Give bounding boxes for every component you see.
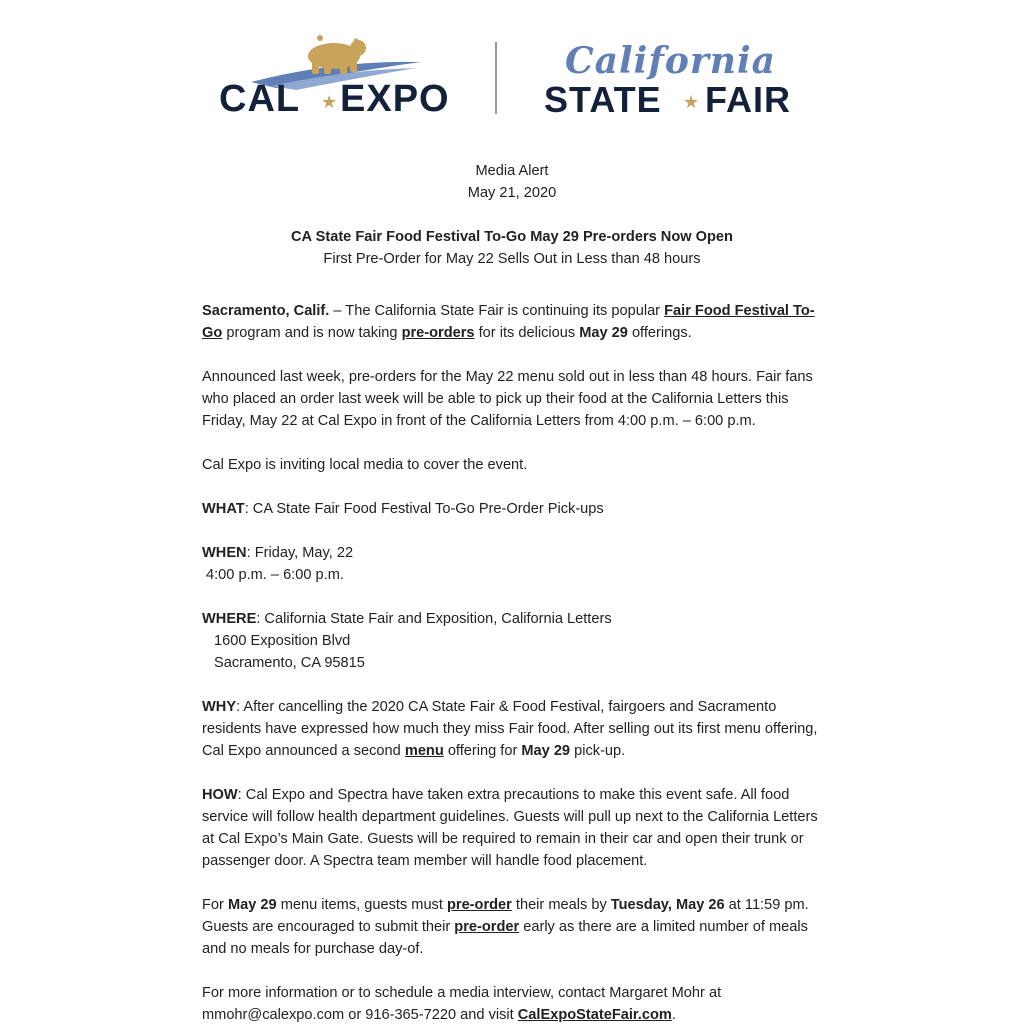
- logo-divider: [495, 42, 497, 114]
- announcement-paragraph: Announced last week, pre-orders for the May 22 menu sold out in less than 48 hours. Fair fans who placed an order last week will be able to pick up their food at the California Letters this Friday, May 22 at Cal Expo in front of the California Letters from 4:00 p.m. – 6:00 p.m.: [202, 369, 813, 429]
- when-line: WHEN: Friday, May, 22: [202, 545, 354, 561]
- star-icon: ★: [321, 92, 338, 112]
- intro-paragraph: Sacramento, Calif. – The California State Fair is continuing its popular Fair Food Festival To-Go program and is now taking pre-orders for its delicious May 29 offerings.: [202, 303, 815, 341]
- fair-food-festival-link[interactable]: Fair Food Festival To-Go: [202, 303, 815, 341]
- where-line: WHERE: California State Fair and Exposition, California Letters: [202, 611, 612, 627]
- alert-type: Media Alert: [475, 163, 549, 179]
- dateline: Sacramento, Calif.: [202, 303, 330, 319]
- headline: CA State Fair Food Festival To-Go May 29 Pre-orders Now Open: [291, 229, 733, 245]
- order-paragraph: For May 29 menu items, guests must pre-order their meals by Tuesday, May 26 at 11:59 pm. Guests are encouraged to submit their pre-order early as there are a limited number of meals and no meals for purchase day-of.: [202, 897, 809, 957]
- star-icon: ★: [683, 92, 700, 112]
- alert-date: May 21, 2020: [467, 185, 557, 201]
- where-city: Sacramento, CA 95815: [214, 655, 365, 671]
- cal-word: CAL: [219, 78, 301, 120]
- pre-order-link-2[interactable]: pre-order: [454, 919, 520, 935]
- website-link[interactable]: CalExpoStateFair.com: [517, 1007, 672, 1023]
- why-paragraph: WHY: After cancelling the 2020 CA State Fair & Food Festival, fairgoers and Sacramento residents have expressed how much they miss Fair food. After selling out its first menu offering, Cal Expo announced a second menu offering for May 29 pick-up.: [202, 699, 818, 759]
- pre-order-link[interactable]: pre-order: [446, 897, 512, 913]
- california-script: California: [565, 40, 776, 82]
- menu-link[interactable]: menu: [404, 743, 444, 759]
- pre-orders-link[interactable]: pre-orders: [401, 325, 475, 341]
- invite-paragraph: Cal Expo is inviting local media to cover the event.: [202, 457, 528, 473]
- state-fair-logo: [540, 42, 810, 122]
- where-address: 1600 Exposition Blvd: [214, 633, 351, 649]
- how-paragraph: HOW: Cal Expo and Spectra have taken extra precautions to make this event safe. All food service will follow health department guidelines. Guests will pull up next to the California Letters at Cal Expo’s Main Gate. Guests will be required to remain in their car and open their trunk or passenger door. A Spectra team member will handle food placement.: [202, 787, 818, 869]
- expo-word: EXPO: [340, 78, 450, 120]
- header-logos: [0, 30, 1024, 125]
- subheadline: First Pre-Order for May 22 Sells Out in Less than 48 hours: [323, 251, 701, 267]
- what-line: WHAT: CA State Fair Food Festival To-Go Pre-Order Pick-ups: [202, 501, 604, 517]
- state-word: STATE: [544, 79, 662, 120]
- when-time: 4:00 p.m. – 6:00 p.m.: [206, 567, 344, 583]
- cal-expo-logo: [216, 30, 451, 120]
- contact-paragraph: For more information or to schedule a media interview, contact Margaret Mohr at mmohr@calexpo.com or 916-365-7220 and visit CalExpoStateFair.com.: [202, 985, 722, 1023]
- press-release: [202, 160, 822, 1026]
- fair-word: FAIR: [705, 79, 792, 120]
